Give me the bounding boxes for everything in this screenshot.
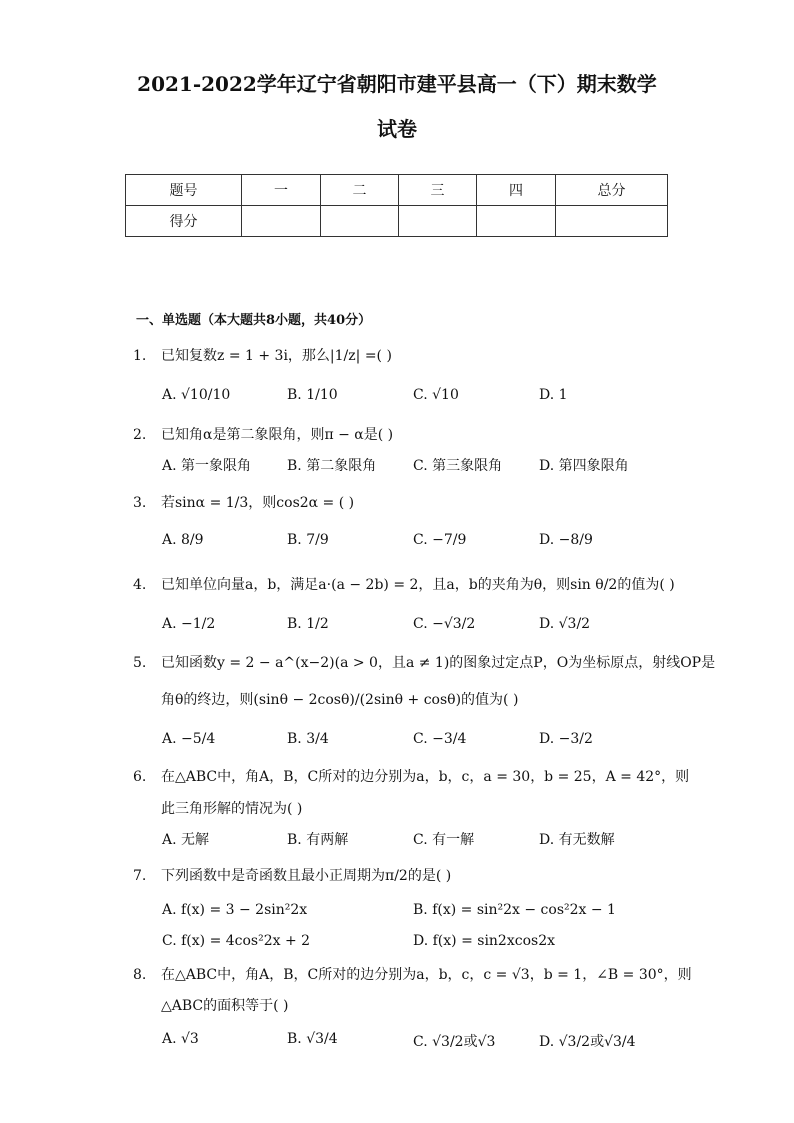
question-3-option-C[interactable]: C. −7/9 (413, 532, 467, 548)
question-8-option-B[interactable]: B. √3/4 (287, 1031, 338, 1047)
question-number: 6. (133, 769, 147, 785)
question-7-stem (133, 865, 451, 885)
score-cell (321, 206, 399, 237)
section-heading: 一、单选题（本大题共8小题，共40分） (136, 313, 372, 328)
question-3-stem (133, 492, 354, 512)
title-line-1: 2021-2022学年辽宁省朝阳市建平县高一（下）期末数学 (137, 72, 657, 96)
score-cell (242, 206, 321, 237)
question-1-option-B[interactable]: B. 1/10 (287, 387, 338, 403)
question-8-stem-cont: △ABC的面积等于( ) (161, 998, 289, 1014)
question-4-option-D[interactable]: D. √3/2 (539, 616, 591, 632)
question-4-option-A[interactable]: A. −1/2 (162, 616, 216, 632)
header-cell: 总分 (556, 175, 668, 206)
question-8-option-D[interactable]: D. √3/2或√3/4 (539, 1034, 636, 1050)
question-5-option-A[interactable]: A. −5/4 (162, 731, 216, 747)
question-1-option-D[interactable]: D. 1 (539, 387, 568, 403)
question-7-option-D[interactable]: D. f(x) = sin2xcos2x (413, 933, 555, 949)
score-table-header-row (126, 175, 668, 206)
question-text: 已知函数y = 2 − a^(x−2)(a > 0，且a ≠ 1)的图象过定点P，O为坐标原点，射线OP是 (161, 655, 716, 671)
question-number: 4. (133, 577, 147, 593)
question-8-option-C[interactable]: C. √3/2或√3 (413, 1034, 496, 1050)
score-table-score-row (126, 206, 668, 237)
header-cell: 三 (399, 175, 477, 206)
question-text: 若sinα = 1/3，则cos2α = ( ) (161, 495, 355, 511)
question-7-option-A[interactable]: A. f(x) = 3 − 2sin²2x (162, 902, 308, 918)
question-text: 已知角α是第二象限角，则π − α是( ) (161, 427, 394, 443)
question-4-option-C[interactable]: C. −√3/2 (413, 616, 476, 632)
question-5-option-C[interactable]: C. −3/4 (413, 731, 467, 747)
question-number: 2. (133, 427, 147, 443)
question-text: 在△ABC中，角A，B，C所对的边分别为a，b，c，c = √3，b = 1，∠B = 30°，则 (161, 967, 692, 983)
question-4-stem (133, 574, 675, 594)
question-text: 在△ABC中，角A，B，C所对的边分别为a，b，c，a = 30，b = 25，A = 42°，则 (161, 769, 690, 785)
question-number: 5. (133, 655, 147, 671)
header-cell: 二 (321, 175, 399, 206)
question-1-option-C[interactable]: C. √10 (413, 387, 459, 403)
question-2-option-D[interactable]: D. 第四象限角 (539, 458, 629, 474)
question-5-stem-cont: 角θ的终边，则(sinθ − 2cosθ)/(2sinθ + cosθ)的值为( ) (161, 692, 519, 708)
header-cell: 一 (242, 175, 321, 206)
title-line-2: 试卷 (377, 117, 417, 141)
question-2-stem (133, 424, 393, 444)
question-3-option-A[interactable]: A. 8/9 (162, 532, 204, 548)
question-5-option-D[interactable]: D. −3/2 (539, 731, 593, 747)
question-8-option-A[interactable]: A. √3 (162, 1031, 199, 1047)
question-8-stem (133, 964, 692, 984)
header-cell: 题号 (126, 175, 242, 206)
question-2-option-A[interactable]: A. 第一象限角 (162, 458, 252, 474)
question-number: 1. (133, 348, 147, 364)
question-7-option-B[interactable]: B. f(x) = sin²2x − cos²2x − 1 (413, 902, 616, 918)
question-1-stem (133, 345, 392, 365)
question-6-stem (133, 766, 689, 786)
question-number: 7. (133, 868, 147, 884)
score-cell (556, 206, 668, 237)
question-number: 3. (133, 495, 147, 511)
header-cell: 四 (477, 175, 556, 206)
question-3-option-D[interactable]: D. −8/9 (539, 532, 593, 548)
score-table (125, 174, 668, 237)
question-7-option-C[interactable]: C. f(x) = 4cos²2x + 2 (162, 933, 311, 949)
question-2-option-B[interactable]: B. 第二象限角 (287, 458, 377, 474)
question-text: 已知单位向量a，b，满足a·(a − 2b) = 2，且a，b的夹角为θ，则sin θ/2的值为( ) (161, 577, 675, 593)
question-6-option-A[interactable]: A. 无解 (162, 832, 210, 848)
score-cell (399, 206, 477, 237)
question-text: 已知复数z = 1 + 3i，那么|1/z| =( ) (161, 348, 392, 364)
question-6-stem-cont: 此三角形解的情况为( ) (161, 801, 303, 817)
question-2-option-C[interactable]: C. 第三象限角 (413, 458, 503, 474)
question-5-option-B[interactable]: B. 3/4 (287, 731, 329, 747)
question-3-option-B[interactable]: B. 7/9 (287, 532, 329, 548)
question-6-option-D[interactable]: D. 有无数解 (539, 832, 615, 848)
row-label: 得分 (126, 206, 242, 237)
question-4-option-B[interactable]: B. 1/2 (287, 616, 329, 632)
question-6-option-B[interactable]: B. 有两解 (287, 832, 349, 848)
question-number: 8. (133, 967, 147, 983)
question-1-option-A[interactable]: A. √10/10 (162, 387, 231, 403)
score-cell (477, 206, 556, 237)
question-6-option-C[interactable]: C. 有一解 (413, 832, 475, 848)
question-text: 下列函数中是奇函数且最小正周期为π/2的是( ) (161, 868, 452, 884)
question-5-stem (133, 652, 715, 672)
